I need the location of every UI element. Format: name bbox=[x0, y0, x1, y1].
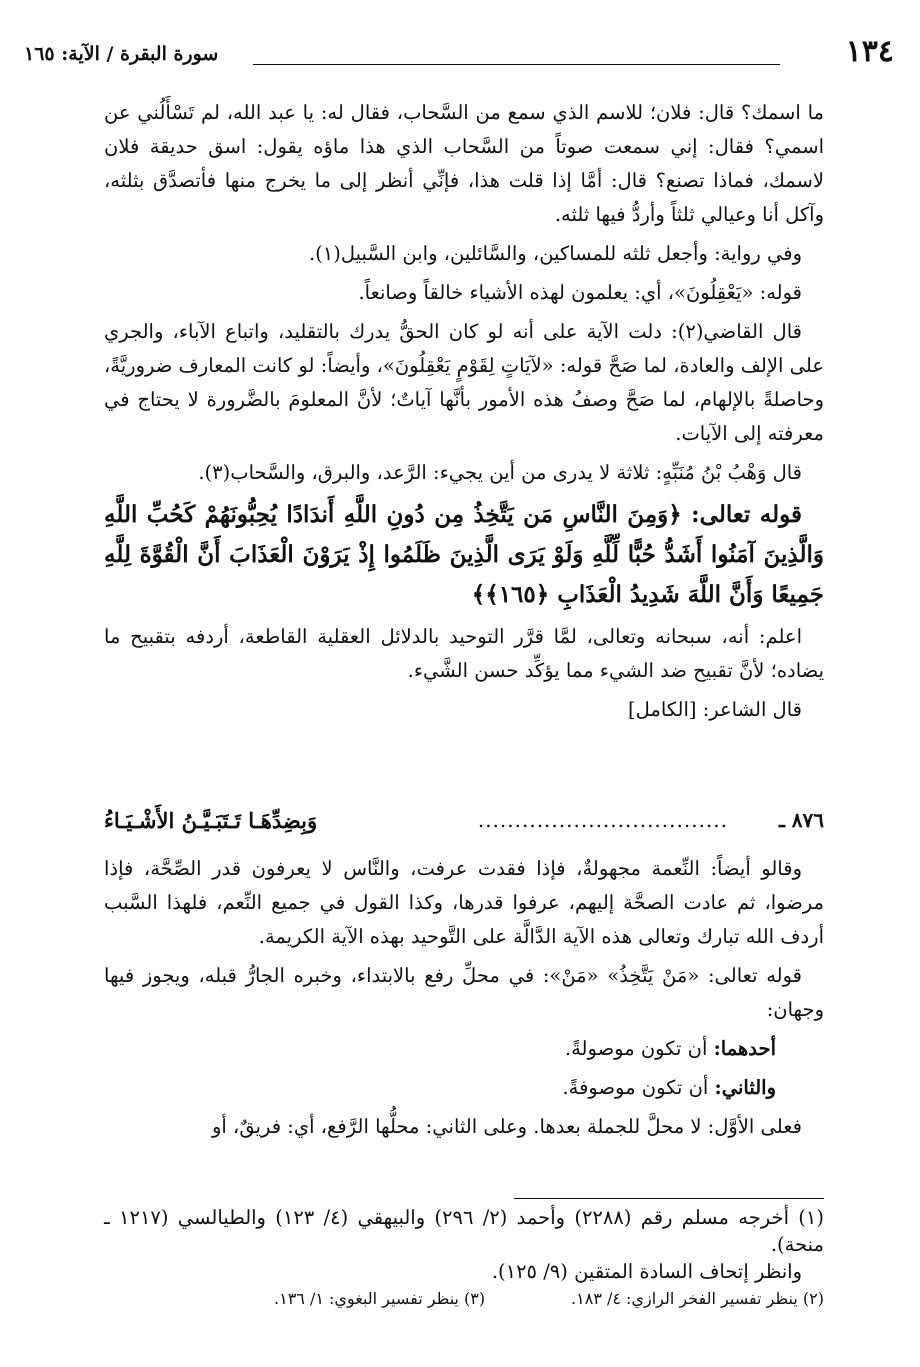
page-number: ١٣٤ bbox=[845, 34, 894, 69]
footnote-1: (١) أخرجه مسلم رقم (٢٢٨٨) وأحمد (٢/ ٢٩٦) والبيهقي (٤/ ١٢٣) والطيالسي (١٢١٧ ـ منحة). bbox=[104, 1206, 824, 1256]
footnote-row bbox=[104, 1285, 824, 1313]
paragraph-ilam: اعلم: أنه، سبحانه وتعالى، لمَّا قرَّر التوحيد بالدلائل العقلية القاطعة، أردفه بتقبيح ما يضاده؛ لأنَّ تقبيح ضد الشيء مما يؤكِّد حسن الشَّيء. bbox=[104, 625, 824, 682]
poetry-verse bbox=[104, 808, 824, 844]
paragraph-qadi: قال القاضي(٢): دلت الآية على أنه لو كان الحقُّ يدرك بالتقليد، واتباع الآباء، والجري على الإلف والعادة، لما صَحَّ قوله: «لآيَاتٍ لِقَوْمٍ يَعْقِلُونَ»، وأيضاً: لو كانت المعارف ضروريَّةً، وحاصلةً بالإلهام، لما صَحَّ وصفُ هذه الأمور بأنَّها آياتٌ؛ لأنَّ المعلومَ بالضَّرورة لا يحتاج في معرفته إلى الآيات. bbox=[104, 320, 824, 445]
option-second-text: أن تكون موصوفةً. bbox=[562, 1076, 709, 1099]
paragraph-nima: وقالو أيضاً: النِّعمة مجهولةٌ، فإذا فقدت عرفت، والنَّاس لا يعرفون قدر الصِّحَّة، فإذا مرضوا، ثم عادت الصحَّة إليهم، عرفوا قدرها، وكذا القول في جميع النِّعم، فلهذا السَّبب أردف الله تبارك وتعالى هذه الآية الدَّالَّة على التَّوحيد بهذه الآية الكريمة. bbox=[104, 857, 824, 948]
paragraph-wahb: قال وَهْبُ بْنُ مُنَبِّهٍ: ثلاثة لا يدرى من أين يجيء: الرَّعد، والبرق، والسَّحاب(٣). bbox=[198, 461, 802, 484]
verse-dots: .................................. bbox=[477, 808, 728, 832]
paragraph-poet-intro: قال الشاعر: [الكامل] bbox=[628, 698, 802, 721]
option-second bbox=[104, 1071, 824, 1105]
paragraph-closing: فعلى الأوَّل: لا محلَّ للجملة بعدها. وعلى الثاني: محلُّها الرَّفع، أي: فريقٌ، أو bbox=[212, 1115, 802, 1138]
header-rule bbox=[253, 64, 780, 65]
main-text-bottom bbox=[104, 852, 824, 1149]
paragraph-man-yattakhidh: قوله تعالى: «مَنْ يَتَّخِذُ» «مَنْ»: في محلِّ رفع بالابتداء، وخبره الجارُّ قبله، ويجوز فيها وجهان: bbox=[104, 964, 824, 1021]
paragraph-story: ما اسمك؟ قال: فلان؛ للاسم الذي سمع من السَّحاب، فقال له: يا عبد الله، لم تَسْأَلُني عن اسمي؟ فقال: إني سمعت صوتاً من السَّحاب الذي هذا ماؤه يقول: اسق حديقة فلان لاسمك، فماذا تصنع؟ قال: أمَّا إذا قلت هذا، فإنِّي أنظر إلى ما يخرج منها فأتصدَّق بثلثه، وآكل أنا وعيالي ثلثاً وأردُّ فيها ثلثه. bbox=[104, 101, 824, 226]
option-first-text: أن تكون موصولةً. bbox=[564, 1037, 708, 1060]
verse-hemistich: وَبِضِدِّهَـا تَـتَبَـيَّـنُ الأَشْـيَـاءُ bbox=[104, 808, 318, 833]
footnotes bbox=[104, 1204, 824, 1313]
verse-number: ٨٧٦ ـ bbox=[778, 808, 824, 832]
footnote-separator bbox=[514, 1198, 824, 1199]
option-first-label: أحدهما: bbox=[713, 1037, 776, 1060]
paragraph-yaqilun: قوله: «يَعْقِلُونَ»، أي: يعلمون لهذه الأشياء خالقاً وصانعاً. bbox=[358, 281, 802, 304]
quran-verse-165: قوله تعالى: ﴿وَمِنَ النَّاسِ مَن يَتَّخِذُ مِن دُونِ اللَّهِ أَندَادًا يُحِبُّونَهُمْ كَحُبِّ اللَّهِ وَالَّذِينَ آمَنُوا أَشَدُّ حُبًّا لِّلَّهِ وَلَوْ يَرَى الَّذِينَ ظَلَمُوا إِذْ يَرَوْنَ الْعَذَابَ أَنَّ الْقُوَّةَ لِلَّهِ جَمِيعًا وَأَنَّ اللَّهَ شَدِيدُ الْعَذَابِ ﴿١٦٥﴾﴾ bbox=[104, 501, 824, 608]
running-title: سورة البقرة / الآية: ١٦٥ bbox=[24, 43, 219, 65]
footnote-2: (٢) ينظر تفسير الفخر الرازي: ٤/ ١٨٣. bbox=[571, 1289, 824, 1308]
page-header bbox=[18, 34, 900, 74]
footnote-1-cont: وانظر إتحاف السادة المتقين (٩/ ١٢٥). bbox=[491, 1260, 802, 1283]
footnote-3: (٣) ينظر تفسير البغوي: ١/ ١٣٦. bbox=[274, 1289, 486, 1308]
option-second-label: والثاني: bbox=[714, 1076, 776, 1099]
paragraph-riwaya: وفي رواية: وأجعل ثلثه للمساكين، والسَّائلين، وابن السَّبيل(١). bbox=[308, 242, 802, 265]
option-first bbox=[104, 1032, 824, 1066]
main-text-top bbox=[104, 96, 824, 732]
